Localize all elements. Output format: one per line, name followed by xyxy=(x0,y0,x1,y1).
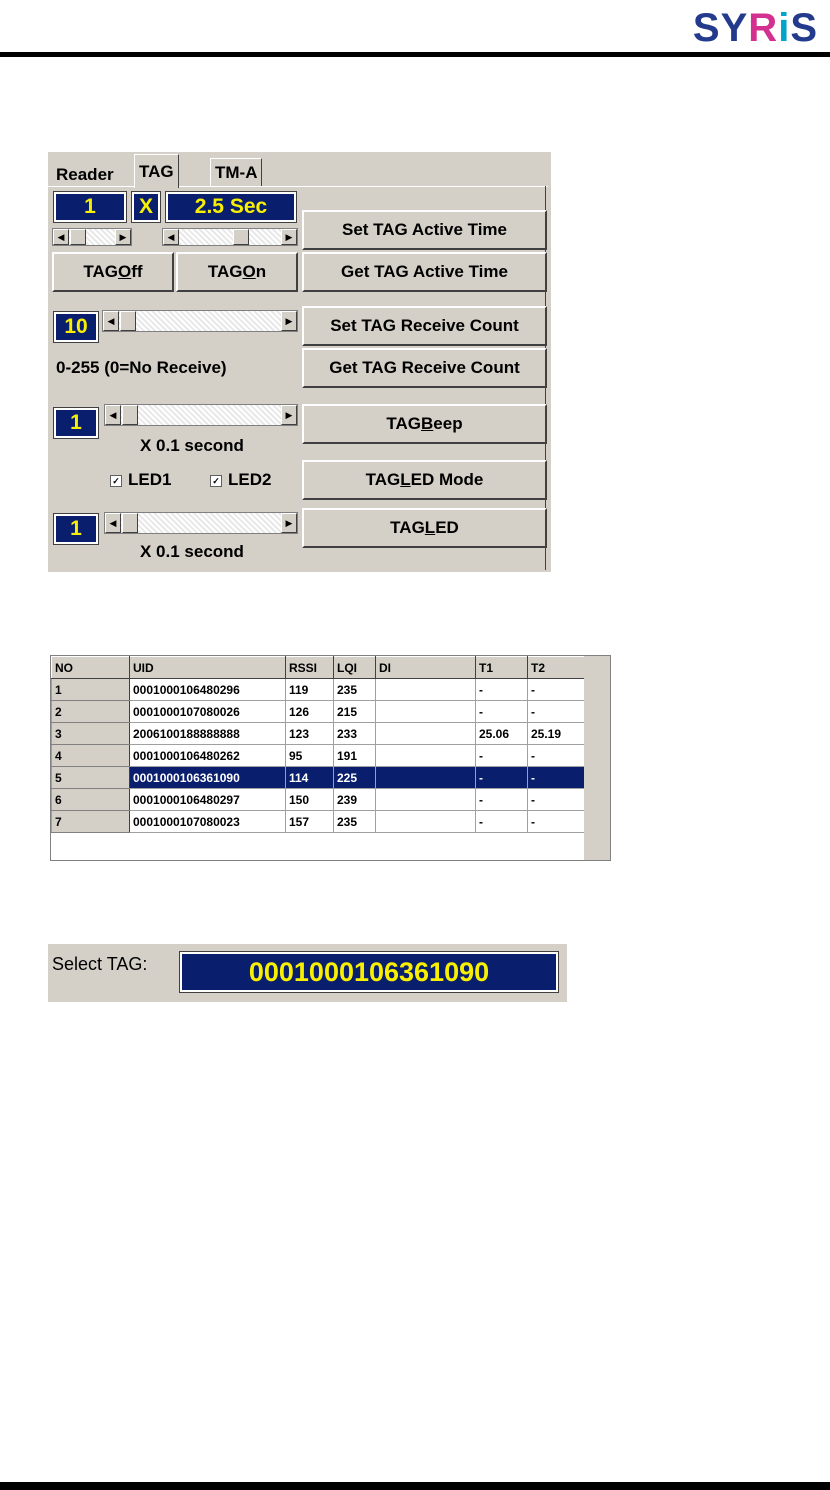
led-scrollbar[interactable] xyxy=(104,512,298,534)
set-tag-receive-count-button[interactable]: Set TAG Receive Count xyxy=(302,306,547,346)
logo-letter: S xyxy=(692,6,721,50)
table-cell[interactable]: 126 xyxy=(286,701,334,723)
btn-text: n xyxy=(255,262,267,281)
set-tag-active-time-button[interactable]: Set TAG Active Time xyxy=(302,210,547,250)
tag-control-panel xyxy=(48,152,551,572)
tab-tag[interactable]: TAG xyxy=(134,154,179,188)
table-cell[interactable]: 0001000106480296 xyxy=(130,679,286,701)
select-tag-panel xyxy=(48,944,567,1002)
table-cell[interactable]: 233 xyxy=(334,723,376,745)
table-cell[interactable] xyxy=(376,679,476,701)
btn-mnemonic: L xyxy=(424,518,436,537)
table-cell[interactable]: - xyxy=(528,701,585,723)
led1-label: LED1 xyxy=(128,470,172,489)
scroll-thumb[interactable] xyxy=(122,405,138,425)
btn-text: TAG xyxy=(386,414,422,433)
footer-rule xyxy=(0,1482,830,1490)
btn-mnemonic: O xyxy=(242,262,256,281)
row-number-cell[interactable]: 6 xyxy=(52,789,130,811)
led1-checkbox[interactable] xyxy=(110,470,171,490)
table-cell[interactable]: 239 xyxy=(334,789,376,811)
table-cell[interactable]: 119 xyxy=(286,679,334,701)
scroll-right-icon[interactable]: ▶ xyxy=(281,405,297,425)
time-scrollbar[interactable] xyxy=(162,228,298,246)
row-number-cell[interactable]: 3 xyxy=(52,723,130,745)
table-cell[interactable]: - xyxy=(476,679,528,701)
tag-table xyxy=(51,656,585,833)
tag-led-button[interactable] xyxy=(302,508,547,548)
table-cell[interactable]: 235 xyxy=(334,679,376,701)
table-cell[interactable]: - xyxy=(476,789,528,811)
scroll-right-icon[interactable]: ▶ xyxy=(281,513,297,533)
led-value-display: 1 xyxy=(54,514,98,544)
syris-logo xyxy=(693,6,818,51)
select-tag-label: Select TAG: xyxy=(52,954,148,974)
tab-divider xyxy=(48,186,548,187)
table-cell[interactable]: 123 xyxy=(286,723,334,745)
table-cell[interactable]: 157 xyxy=(286,811,334,833)
led-unit-label: X 0.1 second xyxy=(140,542,244,561)
row-number-cell[interactable]: 2 xyxy=(52,701,130,723)
tag-beep-button[interactable] xyxy=(302,404,547,444)
checkbox-icon[interactable]: ✓ xyxy=(210,475,222,487)
scroll-left-icon[interactable]: ◀ xyxy=(163,229,179,245)
logo-letter: R xyxy=(748,6,779,50)
scroll-right-icon[interactable]: ▶ xyxy=(281,311,297,331)
table-row[interactable] xyxy=(52,723,585,745)
column-header[interactable]: T1 xyxy=(476,657,528,679)
logo-letter: S xyxy=(790,6,818,50)
table-cell[interactable] xyxy=(376,767,476,789)
table-cell[interactable]: - xyxy=(528,745,585,767)
table-cell[interactable]: 0001000106361090 xyxy=(130,767,286,789)
table-cell[interactable]: 150 xyxy=(286,789,334,811)
header-rule xyxy=(0,52,830,57)
active-time-display: 2.5 Sec xyxy=(166,192,296,222)
beep-unit-label: X 0.1 second xyxy=(140,436,244,455)
led2-label: LED2 xyxy=(228,470,272,489)
table-cell[interactable]: 0001000107080026 xyxy=(130,701,286,723)
column-header[interactable]: RSSI xyxy=(286,657,334,679)
scroll-right-icon[interactable]: ▶ xyxy=(115,229,131,245)
table-cell[interactable]: - xyxy=(528,767,585,789)
get-tag-receive-count-button[interactable]: Get TAG Receive Count xyxy=(302,348,547,388)
table-row[interactable] xyxy=(52,701,585,723)
btn-text: ED xyxy=(435,518,459,537)
btn-text: TAG xyxy=(390,518,425,537)
table-cell[interactable] xyxy=(376,745,476,767)
scroll-left-icon[interactable]: ◀ xyxy=(105,405,121,425)
table-cell[interactable]: 0001000106480262 xyxy=(130,745,286,767)
table-cell[interactable]: 95 xyxy=(286,745,334,767)
scroll-thumb[interactable] xyxy=(233,229,249,245)
btn-mnemonic: L xyxy=(400,470,411,489)
table-cell[interactable]: 0001000107080023 xyxy=(130,811,286,833)
row-number-cell[interactable]: 4 xyxy=(52,745,130,767)
tag-off-button[interactable] xyxy=(52,252,174,292)
receive-count-display: 10 xyxy=(54,312,98,342)
table-cell[interactable]: - xyxy=(476,811,528,833)
table-cell[interactable]: - xyxy=(528,679,585,701)
table-cell[interactable] xyxy=(376,701,476,723)
table-cell[interactable]: 114 xyxy=(286,767,334,789)
btn-text: TAG xyxy=(83,262,119,281)
table-row[interactable] xyxy=(52,767,585,789)
column-header[interactable]: LQI xyxy=(334,657,376,679)
table-cell[interactable]: - xyxy=(476,745,528,767)
logo-letter: Y xyxy=(720,6,749,50)
btn-text: TAG xyxy=(365,470,401,489)
table-cell[interactable]: 191 xyxy=(334,745,376,767)
active-time-multiplier-display: 1 xyxy=(54,192,126,222)
beep-scrollbar[interactable] xyxy=(104,404,298,426)
scroll-thumb[interactable] xyxy=(70,229,86,245)
row-number-cell[interactable]: 7 xyxy=(52,811,130,833)
table-row[interactable] xyxy=(52,679,585,701)
checkbox-icon[interactable]: ✓ xyxy=(110,475,122,487)
scroll-thumb[interactable] xyxy=(122,513,138,533)
multiplier-scrollbar[interactable] xyxy=(52,228,132,246)
multiply-sign-display: X xyxy=(132,192,160,222)
table-cell[interactable]: - xyxy=(528,789,585,811)
table-row[interactable] xyxy=(52,745,585,767)
table-cell[interactable]: - xyxy=(528,811,585,833)
receive-range-hint: 0-255 (0=No Receive) xyxy=(56,358,227,377)
scroll-thumb[interactable] xyxy=(120,311,136,331)
table-cell[interactable]: 0001000106480297 xyxy=(130,789,286,811)
table-cell[interactable]: 215 xyxy=(334,701,376,723)
btn-text: eep xyxy=(433,414,463,433)
column-header[interactable]: T2 xyxy=(528,657,585,679)
column-header[interactable]: DI xyxy=(376,657,476,679)
scroll-left-icon[interactable]: ◀ xyxy=(53,229,69,245)
select-tag-value-display: 0001000106361090 xyxy=(180,952,558,992)
table-cell[interactable] xyxy=(376,811,476,833)
table-cell[interactable]: 225 xyxy=(334,767,376,789)
beep-value-display: 1 xyxy=(54,408,98,438)
table-row[interactable] xyxy=(52,811,585,833)
btn-mnemonic: O xyxy=(118,262,132,281)
receive-count-scrollbar[interactable] xyxy=(102,310,298,332)
table-cell[interactable]: - xyxy=(476,767,528,789)
grid-empty-area xyxy=(584,656,610,861)
table-header-row xyxy=(52,657,585,679)
table-cell[interactable]: 25.06 xyxy=(476,723,528,745)
column-header[interactable]: NO xyxy=(52,657,130,679)
scroll-left-icon[interactable]: ◀ xyxy=(105,513,121,533)
tag-list-grid[interactable] xyxy=(50,655,611,861)
btn-text: TAG xyxy=(207,262,243,281)
column-header[interactable]: UID xyxy=(130,657,286,679)
logo-letter: i xyxy=(778,6,791,50)
table-cell[interactable] xyxy=(376,789,476,811)
scroll-left-icon[interactable]: ◀ xyxy=(103,311,119,331)
btn-mnemonic: B xyxy=(421,414,434,433)
table-row[interactable] xyxy=(52,789,585,811)
table-cell[interactable]: 235 xyxy=(334,811,376,833)
btn-text: ff xyxy=(131,262,143,281)
row-number-cell[interactable]: 1 xyxy=(52,679,130,701)
led2-checkbox[interactable] xyxy=(210,470,271,490)
tab-reader[interactable]: Reader xyxy=(56,165,114,184)
tag-led-mode-button[interactable] xyxy=(302,460,547,500)
row-number-cell[interactable]: 5 xyxy=(52,767,130,789)
table-cell[interactable]: - xyxy=(476,701,528,723)
tab-tm-a[interactable]: TM-A xyxy=(210,158,262,186)
table-cell[interactable]: 25.19 xyxy=(528,723,585,745)
tag-on-button[interactable] xyxy=(176,252,298,292)
get-tag-active-time-button[interactable]: Get TAG Active Time xyxy=(302,252,547,292)
btn-text: ED Mode xyxy=(410,470,484,489)
table-cell[interactable]: 2006100188888888 xyxy=(130,723,286,745)
scroll-right-icon[interactable]: ▶ xyxy=(281,229,297,245)
table-cell[interactable] xyxy=(376,723,476,745)
